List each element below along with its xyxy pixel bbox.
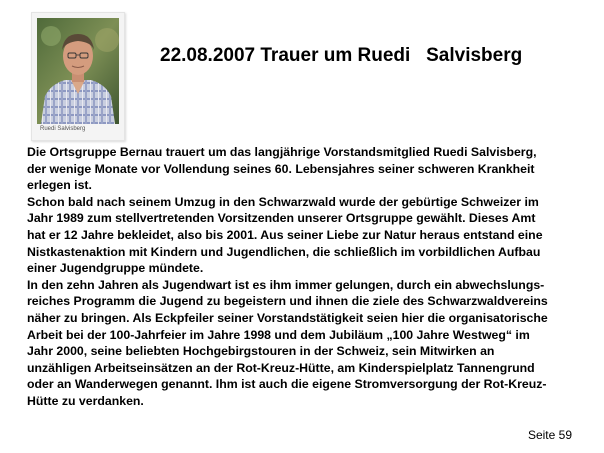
body-line: In den zehn Jahren als Jugendwart ist es ihm immer gelungen, durch ein abwechslungs- (27, 277, 545, 292)
body-line: Schon bald nach seinem Umzug in den Schwarzwald wurde der gebürtige Schweizer im (27, 194, 539, 209)
body-line: Nistkastenaktion mit Kindern und Jugendlichen, die schließlich im vorbildlichen Aufbau (27, 244, 541, 259)
portrait-image (37, 18, 119, 124)
article-body (27, 144, 593, 410)
body-line: Arbeit bei der 100-Jahrfeier im Jahre 1998 und dem Jubiläum „100 Jahre Westweg“ im (27, 327, 530, 342)
page-number: Seite 59 (527, 428, 572, 442)
body-line: Die Ortsgruppe Bernau trauert um das langjährige Vorstandsmitglied Ruedi Salvisberg, (27, 145, 537, 159)
body-line: näher zu bringen. Als Eckpfeiler seiner Vorstandstätigkeit seien hier die organisatorische (27, 310, 548, 325)
body-line: der wenige Monate vor Vollendung seines 60. Lebensjahres seiner schweren Krankheit (27, 161, 535, 176)
body-line: hat er 12 Jahre bekleidet, also bis 2001. Aus seiner Liebe zur Natur heraus entstand eine (27, 227, 543, 242)
body-line: unzähligen Arbeitseinsätzen an der Rot-Kreuz-Hütte, am Kinderspielplatz Tannengrund (27, 360, 535, 375)
body-line: Jahr 2000, seine beliebten Hochgebirgstouren in der Schweiz, sein Mitwirken an (27, 344, 495, 359)
body-line: Hütte zu verdanken. (27, 393, 144, 408)
page-title: 22.08.2007 Trauer um Ruedi Salvisberg (160, 45, 523, 66)
body-line: reiches Programm die Jugend zu begeistern und ihnen die ziele des Schwarzwaldvereins (27, 294, 548, 309)
body-line: oder an Wanderwegen genannt. Ihm ist auch die eigene Stromversorgung der Rot-Kreuz- (27, 377, 547, 392)
body-line: einer Jugendgruppe mündete. (27, 261, 204, 276)
body-line: Jahr 1989 zum stellvertretenden Vorsitzenden unserer Ortsgruppe gewählt. Dieses Amt (27, 211, 536, 226)
body-line: erlegen ist. (27, 178, 92, 193)
photo-caption: Ruedi Salvisberg (40, 126, 86, 132)
portrait-photo (31, 12, 125, 141)
